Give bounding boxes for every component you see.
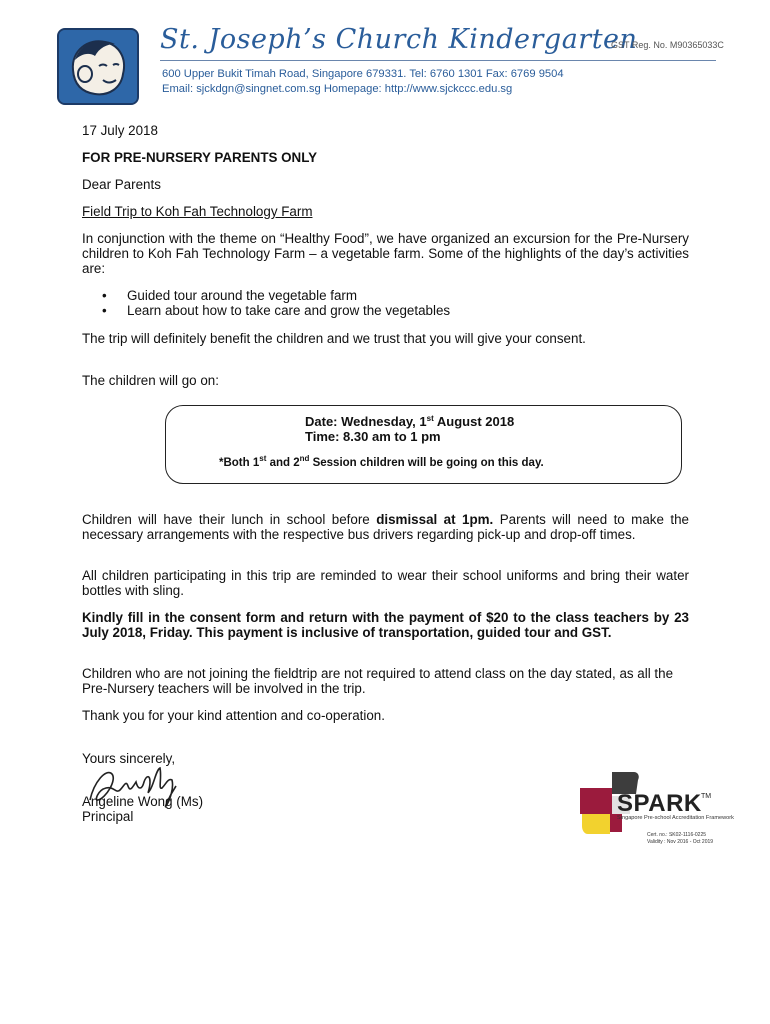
salutation: Dear Parents (82, 177, 161, 192)
header-divider (160, 60, 716, 61)
spark-validity: Validity : Nov 2016 - Oct 2019 (647, 838, 714, 845)
intro-paragraph: In conjunction with the theme on “Healthy Food”, we have organized an excursion for the Pre-Nursery children to Koh Fah Technology Farm – a vegetable farm. Some of the highlights of the day’s activities are: (82, 231, 689, 276)
trip-details-box (165, 405, 682, 484)
spark-trademark: TM (701, 793, 712, 800)
trip-time: Time: 8.30 am to 1 pm (305, 429, 441, 444)
benefit-paragraph: The trip will definitely benefit the children and we trust that you will give your consent. (82, 331, 586, 346)
letter-subject: Field Trip to Koh Fah Technology Farm (82, 204, 313, 219)
school-logo (57, 28, 139, 105)
session-note: *Both 1st and 2nd Session children will be going on this day. (219, 454, 544, 469)
lunch-paragraph: Children will have their lunch in school before dismissal at 1pm. Parents will need to make the necessary arrangements with the respective bus drivers regarding pick-up and drop-off times. (82, 512, 689, 542)
go-on-line: The children will go on: (82, 373, 219, 388)
school-name: St. Joseph’s Church Kindergarten (160, 24, 638, 55)
signatory-title: Principal (82, 809, 134, 824)
trip-date: Date: Wednesday, 1st August 2018 (305, 414, 515, 429)
address-line: 600 Upper Bukit Timah Road, Singapore 679331. Tel: 6760 1301 Fax: 6769 9504 (162, 68, 564, 80)
contact-block (162, 67, 564, 97)
spark-tagline: Singapore Pre-school Accreditation Framework (617, 815, 734, 821)
uniform-paragraph: All children participating in this trip are reminded to wear their school uniforms and bring their water bottles with sling. (82, 568, 689, 598)
list-item: • Guided tour around the vegetable farm (82, 288, 689, 303)
payment-paragraph: Kindly fill in the consent form and return with the payment of $20 to the class teachers by 23 July 2018, Friday. This payment is inclusive of transportation, guided tour and GST. (82, 610, 689, 640)
closing-line: Yours sincerely, (82, 751, 176, 766)
list-item: • Learn about how to take care and grow the vegetables (82, 303, 689, 318)
spark-wordmark: SPARK (617, 790, 702, 817)
letter-date: 17 July 2018 (82, 123, 158, 138)
gst-registration: GST Reg. No. M90365033C (611, 40, 724, 50)
audience-heading: FOR PRE-NURSERY PARENTS ONLY (82, 150, 318, 165)
thanks-line: Thank you for your kind attention and co-operation. (82, 708, 385, 723)
spark-cert-number: Cert. no.: SK02-1116-0225 (647, 832, 707, 838)
child-face-icon (59, 30, 137, 103)
not-joining-paragraph: Children who are not joining the fieldtrip are not required to attend class on the day stated, as all the Pre-Nursery teachers will be involved in the trip. (82, 666, 674, 696)
spark-certification (647, 832, 713, 845)
highlights-list (82, 288, 689, 318)
email-homepage-line: Email: sjckdgn@singnet.com.sg Homepage: http://www.sjckccc.edu.sg (162, 83, 513, 95)
signatory-name: Angeline Wong (Ms) (82, 794, 204, 809)
